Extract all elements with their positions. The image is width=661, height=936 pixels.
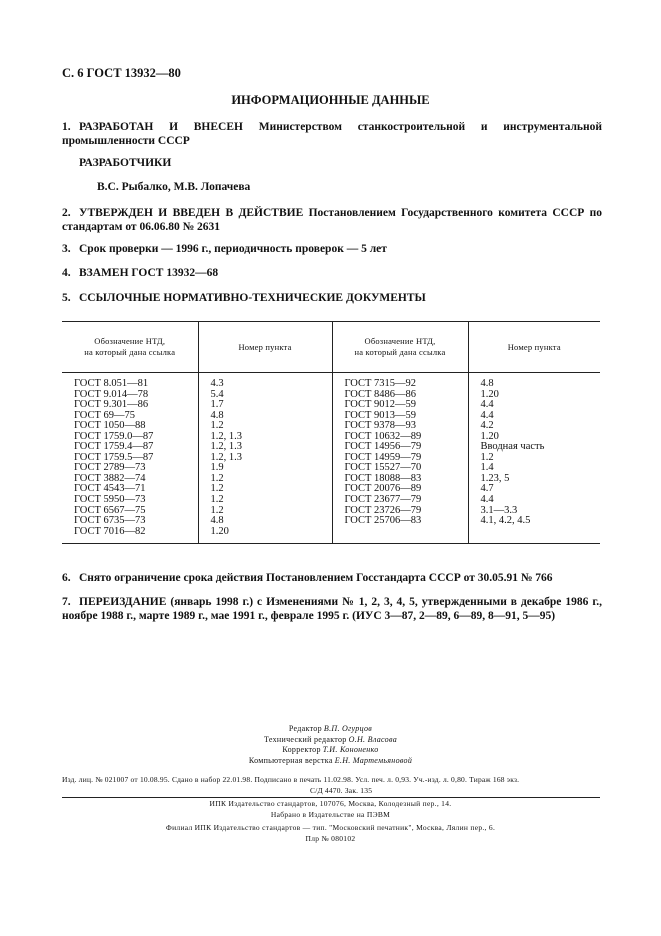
table-cell-doc: ГОСТ 7016—82 <box>74 525 146 537</box>
table-cell-para: 1.2 <box>480 451 494 463</box>
table-cell-para: 4.8 <box>210 409 224 421</box>
item-5 <box>62 291 602 305</box>
item-6 <box>62 571 602 585</box>
table-cell-doc: ГОСТ 20076—89 <box>344 483 422 495</box>
table-cell-doc: ГОСТ 4543—71 <box>74 483 146 495</box>
table-cell-doc: ГОСТ 9378—93 <box>344 420 417 432</box>
developers-heading-text: РАЗРАБОТЧИКИ <box>79 157 172 169</box>
header-doc-right-line1: Обозначение НТД, <box>364 336 436 346</box>
table-cell-para: 1.20 <box>210 525 229 537</box>
table-cell-para: 1.2, 1.3 <box>210 430 242 442</box>
table-cell-para: 1.9 <box>210 462 224 474</box>
item-4 <box>62 266 602 280</box>
credit-layout-role: Компьютерная верстка <box>248 755 333 765</box>
table-cell-para: 1.2, 1.3 <box>210 441 242 453</box>
credit-tech-role: Технический редактор <box>263 734 347 744</box>
table-cell-para: 4.8 <box>480 378 494 389</box>
table-body-row <box>62 373 600 544</box>
credit-tech-name: О.Н. Власова <box>348 734 397 744</box>
item-4-text: ВЗАМЕН ГОСТ 13932—68 <box>79 267 219 279</box>
table-cell-doc: ГОСТ 9013—59 <box>344 409 417 421</box>
table-cell-doc: ГОСТ 23677—79 <box>344 494 422 506</box>
footer-block <box>0 799 661 844</box>
table-cell-doc: ГОСТ 8.051—81 <box>74 378 149 389</box>
item-6-number: 6. <box>62 572 71 584</box>
table-cell-para: 4.4 <box>480 399 494 411</box>
table-header-row <box>62 322 600 373</box>
right-docs-column <box>332 373 468 544</box>
table-cell-doc: ГОСТ 6567—75 <box>74 504 146 516</box>
developers-heading <box>62 156 619 170</box>
item-4-number: 4. <box>62 267 71 279</box>
table-cell-doc: ГОСТ 1759.5—87 <box>74 451 154 463</box>
table-cell-para: 4.2 <box>480 420 494 432</box>
imprint-line-1: Изд. лиц. № 021007 от 10.08.95. Сдано в набор 22.01.98. Подписано в печать 11.02.98. Усл. печ. л. 0,93. Уч.-изд. л. 0,80. Тираж 168 экз. <box>62 775 520 784</box>
table-cell-doc: ГОСТ 6735—73 <box>74 515 146 527</box>
credits-block <box>0 724 661 766</box>
item-7-number: 7. <box>62 596 71 608</box>
header-doc-right-line2: на который дана ссылка <box>354 347 446 357</box>
table-cell-para: 4.4 <box>480 494 494 506</box>
section-title: ИНФОРМАЦИОННЫЕ ДАННЫЕ <box>231 93 430 107</box>
table-cell-doc: ГОСТ 14959—79 <box>344 451 422 463</box>
right-paras-column <box>468 373 600 544</box>
item-7-text: ПЕРЕИЗДАНИЕ (январь 1998 г.) с Изменениями № 1, 2, 3, 4, 5, утвержденными в декабре 1986 г., ноябре 1988 г., марте 1989 г., мае 1991 г., феврале 1995 г. (ИУС 3—87, 2—89, 6—89, 8—91, 5—95) <box>62 596 602 622</box>
table-cell-para: 1.20 <box>480 430 499 442</box>
table-cell-doc: ГОСТ 8486—86 <box>344 388 417 400</box>
credit-layout-name: Е.Н. Мартемьяновой <box>334 755 413 765</box>
footer-line-2: Набрано в Издательстве на ПЭВМ <box>270 809 391 819</box>
table-cell-doc: ГОСТ 7315—92 <box>344 378 417 389</box>
imprint-line-2: С/Д 4470. Зак. 135 <box>310 786 373 795</box>
table-cell-para: 1.7 <box>210 399 224 411</box>
item-1-number: 1. <box>62 121 71 133</box>
table-cell-para: 1.2 <box>210 504 224 516</box>
item-2-number: 2. <box>62 207 71 219</box>
item-3-text: Срок проверки — 1996 г., периодичность проверок — 5 лет <box>79 243 387 255</box>
footer-line-3: Филиал ИПК Издательство стандартов — тип. "Московский печатник", Москва, Лялин пер., 6. <box>165 823 496 832</box>
credit-tech-editor <box>0 735 661 746</box>
credit-editor-name: В.П. Огурцов <box>323 724 373 733</box>
item-2 <box>62 206 602 234</box>
left-paras-column <box>198 373 332 544</box>
credit-corrector-name: Т.И. Кононенко <box>322 745 379 754</box>
left-docs-column <box>62 373 198 544</box>
table-cell-doc: ГОСТ 9012—59 <box>344 399 417 411</box>
item-5-number: 5. <box>62 292 71 304</box>
reference-documents-table <box>62 321 600 544</box>
item-3 <box>62 242 602 256</box>
credit-corrector <box>0 745 661 756</box>
table-cell-para: 1.2 <box>210 472 224 484</box>
table-cell-doc: ГОСТ 15527—70 <box>344 462 422 474</box>
footer-line-4: Плр № 080102 <box>305 833 356 843</box>
page-header: С. 6 ГОСТ 13932—80 <box>62 66 181 80</box>
table-cell-doc: ГОСТ 69—75 <box>74 409 136 421</box>
table-cell-para: 5.4 <box>210 388 224 400</box>
table-cell-doc: ГОСТ 3882—74 <box>74 472 146 484</box>
table-cell-para: 1.4 <box>480 462 494 474</box>
table-cell-doc: ГОСТ 1759.0—87 <box>74 430 154 442</box>
table-cell-doc: ГОСТ 25706—83 <box>344 515 422 527</box>
table-cell-para: 1.20 <box>480 388 499 400</box>
item-3-number: 3. <box>62 243 71 255</box>
table-cell-para: 4.7 <box>480 483 494 495</box>
header-doc-left-line1: Обозначение НТД, <box>94 336 166 346</box>
table-cell-doc: ГОСТ 5950—73 <box>74 494 146 506</box>
header-para-left: Номер пункта <box>198 322 332 373</box>
table-cell-doc: ГОСТ 23726—79 <box>344 504 422 516</box>
header-doc-left <box>62 322 198 373</box>
table-cell-doc: ГОСТ 14956—79 <box>344 441 422 453</box>
table-cell-doc: ГОСТ 9.301—86 <box>74 399 149 411</box>
table-cell-para: Вводная часть <box>480 441 545 453</box>
header-para-right: Номер пункта <box>468 322 600 373</box>
item-2-text: УТВЕРЖДЕН И ВВЕДЕН В ДЕЙСТВИЕ Постановлением Государственного комитета СССР по стандартам от 06.06.80 № 2631 <box>62 207 602 233</box>
item-5-text: ССЫЛОЧНЫЕ НОРМАТИВНО-ТЕХНИЧЕСКИЕ ДОКУМЕНТЫ <box>79 292 426 304</box>
table-cell-doc: ГОСТ 2789—73 <box>74 462 146 474</box>
footer-divider <box>62 797 600 798</box>
header-doc-left-line2: на который дана ссылка <box>84 347 176 357</box>
credit-corrector-role: Корректор <box>282 745 321 754</box>
table-cell-para: 1.23, 5 <box>480 472 510 484</box>
table-cell-para: 4.3 <box>210 378 224 389</box>
table-cell-para: 1.2, 1.3 <box>210 451 242 463</box>
credit-layout <box>0 756 661 767</box>
table-cell-doc: ГОСТ 1759.4—87 <box>74 441 154 453</box>
table-cell-para: 4.4 <box>480 409 494 421</box>
developers-names: В.С. Рыбалко, М.В. Лопачева <box>97 181 251 193</box>
table-cell-para: 1.2 <box>210 483 224 495</box>
item-1-text: РАЗРАБОТАН И ВНЕСЕН Министерством станкостроительной и инструментальной промышленности СССР <box>62 121 602 147</box>
item-6-text: Снято ограничение срока действия Постановлением Госстандарта СССР от 30.05.91 № 766 <box>79 572 553 584</box>
table-cell-para: 1.2 <box>210 420 224 432</box>
table-cell-doc: ГОСТ 1050—88 <box>74 420 146 432</box>
table-cell-para: 3.1—3.3 <box>480 504 518 516</box>
header-doc-right <box>332 322 468 373</box>
table-cell-doc: ГОСТ 10632—89 <box>344 430 422 442</box>
table-cell-doc: ГОСТ 9.014—78 <box>74 388 149 400</box>
table-cell-para: 4.1, 4.2, 4.5 <box>480 515 531 527</box>
table-cell-para: 1.2 <box>210 494 224 506</box>
table-cell-para: 4.8 <box>210 515 224 527</box>
footer-line-1: ИПК Издательство стандартов, 107076, Москва, Колодезный пер., 14. <box>209 799 452 808</box>
table-cell-doc: ГОСТ 18088—83 <box>344 472 422 484</box>
item-7 <box>62 595 602 623</box>
item-1 <box>62 120 602 148</box>
credit-editor <box>0 724 661 735</box>
credit-editor-role: Редактор <box>288 724 322 733</box>
